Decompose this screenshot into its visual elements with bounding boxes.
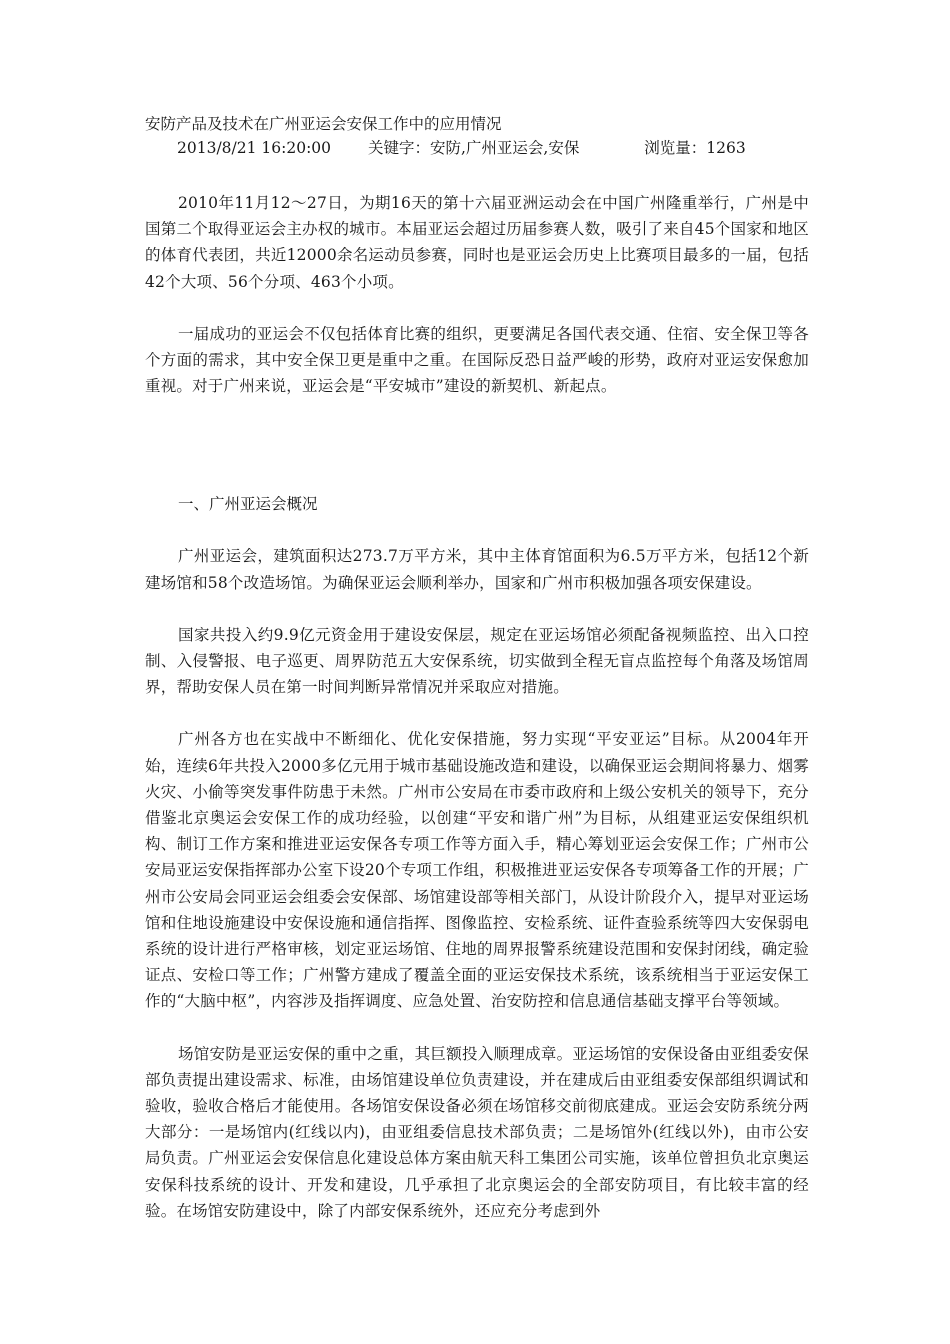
intro-paragraph-2: 一届成功的亚运会不仅包括体育比赛的组织，更要满足各国代表交通、住宿、安全保卫等各个方面的需求，其中安全保卫更是重中之重。在国际反恐日益严峻的形势，政府对亚运安保愈加重视。对于广州来说，亚运会是“平安城市”建设的新契机、新起点。 — [145, 324, 809, 396]
section-paragraph-4: 场馆安防是亚运安保的重中之重，其巨额投入顺理成章。亚运场馆的安保设备由亚组委安保部负责提出建设需求、标准，由场馆建设单位负责建设，并在建成后由亚组委安保部组织调试和验收，验收合格后才能使用。各场馆安保设备必须在场馆移交前彻底建成。亚运会安防系统分两大部分：一是场馆内(红线以内)，由亚组委信息技术部负责；二是场馆外(红线以外)，由市公安局负责。广州亚运会安保信息化建设总体方案由航天科工集团公司实施，该单位曾担负北京奥运安保科技系统的设计、开发和建设，几乎承担了北京奥运会的全部安防项目，有比较丰富的经验。在场馆安防建设中，除了内部安保系统外，还应充分考虑到外 — [145, 1044, 809, 1220]
intro-paragraph-1: 2010年11月12～27日，为期16天的第十六届亚洲运动会在中国广州隆重举行，广州是中国第二个取得亚运会主办权的城市。本届亚运会超过历届参赛人数，吸引了来自45个国家和地区的体育代表团，共近12000余名运动员参赛，同时也是亚运会历史上比赛项目最多的一届，包括42个大项、56个分项、463个小项。 — [145, 194, 809, 291]
section-paragraph-2: 国家共投入约9.9亿元资金用于建设安保层，规定在亚运场馆必须配备视频监控、出入口控制、入侵警报、电子巡更、周界防范五大安保系统，切实做到全程无盲点监控每个角落及场馆周界，帮助安保人员在第一时间判断异常情况并采取应对措施。 — [145, 625, 809, 697]
document-page — [145, 112, 809, 1224]
section-paragraph-1: 广州亚运会，建筑面积达273.7万平方米，其中主体育馆面积为6.5万平方米，包括12个新建场馆和58个改造场馆。为确保亚运会顺利举办，国家和广州市积极加强各项安保建设。 — [145, 547, 809, 592]
article-title: 安防产品及技术在广州亚运会安保工作中的应用情况 — [145, 115, 502, 133]
section-paragraph-3: 广州各方也在实战中不断细化、优化安保措施，努力实现“平安亚运”目标。从2004年开始，连续6年共投入2000多亿元用于城市基础设施改造和建设，以确保亚运会期间将暴力、烟雾火灾、小偷等突发事件防患于未然。广州市公安局在市委市政府和上级公安机关的领导下，充分借鉴北京奥运会安保工作的成功经验，以创建“平安和谐广州”为目标，从组建亚运安保组织机构、制订工作方案和推进亚运安保各专项工作等方面入手，精心筹划亚运会安保工作；广州市公安局亚运安保指挥部办公室下设20个专项工作组，积极推进亚运安保各专项筹备工作的开展；广州市公安局会同亚运会组委会安保部、场馆建设部等相关部门，从设计阶段介入，提早对亚运场馆和住地设施建设中安保设施和通信指挥、图像监控、安检系统、证件查验系统等四大安保弱电系统的设计进行严格审核，划定亚运场馆、住地的周界报警系统建设范围和安保封闭线，确定验证点、安检口等工作；广州警方建成了覆盖全面的亚运安保技术系统，该系统相当于亚运安保工作的“大脑中枢”，内容涉及指挥调度、应急处置、治安防控和信息通信基础支撑平台等领域。 — [145, 730, 809, 1011]
article-keywords: 关键字：安防,广州亚运会,安保 — [367, 139, 580, 157]
article-meta — [177, 136, 809, 160]
article-datetime: 2013/8/21 16:20:00 — [177, 139, 332, 157]
section-heading: 一、广州亚运会概况 — [178, 495, 318, 514]
article-view-count: 浏览量：1263 — [644, 139, 746, 157]
